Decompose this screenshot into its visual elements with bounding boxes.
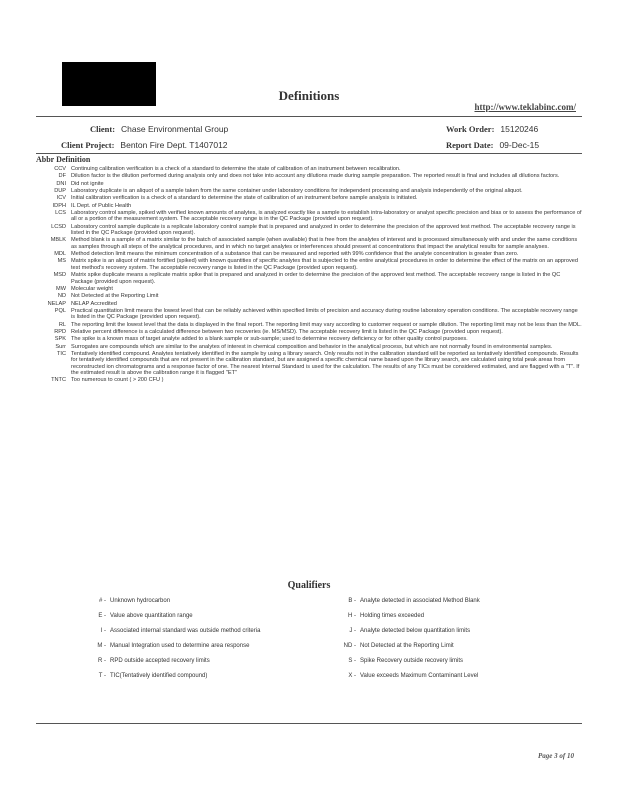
qualifiers-left-column bbox=[70, 596, 310, 686]
definition-abbr: NELAP bbox=[47, 300, 66, 307]
qualifier-row bbox=[320, 611, 582, 626]
definition-abbr: DNI bbox=[56, 180, 66, 187]
report-date-line bbox=[446, 140, 539, 150]
qualifier-text: Value above quantitation range bbox=[110, 613, 193, 619]
definitions-divider bbox=[36, 153, 582, 154]
qualifier-text: Associated internal standard was outside method criteria bbox=[110, 628, 261, 634]
qualifier-text: Spike Recovery outside recovery limits bbox=[360, 658, 464, 664]
definition-abbr: DUP bbox=[54, 188, 66, 195]
header-divider bbox=[36, 116, 582, 117]
definition-row bbox=[36, 188, 582, 194]
definition-abbr: MS bbox=[57, 258, 66, 265]
work-order-value: 15120246 bbox=[500, 124, 539, 134]
footer-divider bbox=[36, 723, 582, 724]
qualifier-code: S - bbox=[348, 658, 356, 664]
definition-text: Tentatively identified compound. Analytes tentatively identified in the sample by using a library search. Only results not in the calibration standard will be reported as tentatively identified compounds. Results for tentatively identified compounds that are not present in the calibration standard, but are assigned a specific chemical name based upon the library search, are calculated using total peak areas from reconstructed ion chromatograms and a response factor of one. The nearest Internal Standard is used for the calculation. The results of any TICs must be considered estimated, and are flagged with a "T". If the estimated result is above the calibration range it is flagged "ET" bbox=[71, 350, 580, 376]
definition-row bbox=[36, 173, 582, 179]
definition-abbr: IDPH bbox=[52, 202, 66, 209]
qualifier-row bbox=[70, 611, 310, 626]
qualifier-text: Analyte detected below quantitation limits bbox=[360, 628, 471, 634]
definition-text: The reporting limit the lowest level that the data is displayed in the final report. The reporting limit may vary according to customer request or sample dilution. The reporting limit may not be less than the MDL. bbox=[71, 321, 582, 328]
definition-text: The spike is a known mass of target analyte added to a blank sample or sub-sample; used to determine recovery deficiency or for other quality control purposes. bbox=[71, 336, 468, 343]
qualifier-code: H - bbox=[348, 613, 356, 619]
definition-row bbox=[36, 336, 582, 342]
qualifier-code: J - bbox=[349, 628, 356, 634]
qualifier-text: Value exceeds Maximum Contaminant Level bbox=[360, 673, 479, 679]
definition-row bbox=[36, 181, 582, 187]
qualifiers-right-column bbox=[320, 596, 582, 686]
qualifier-row bbox=[320, 596, 582, 611]
qualifier-text: Not Detected at the Reporting Limit bbox=[360, 643, 454, 649]
definition-text: Too numerous to count ( > 200 CFU ) bbox=[71, 377, 164, 384]
definition-row bbox=[36, 351, 582, 376]
page-title: Definitions bbox=[278, 88, 340, 103]
definition-text: Continuing calibration verification is a check of a standard to determine the state of calibration of an instrument between recalibration. bbox=[71, 166, 401, 172]
definition-abbr: MW bbox=[56, 285, 66, 292]
definition-text: Not Detected at the Reporting Limit bbox=[71, 293, 159, 300]
definition-row bbox=[36, 293, 582, 299]
definition-abbr: RPD bbox=[54, 328, 66, 335]
website-link[interactable]: http://www.teklabinc.com/ bbox=[474, 102, 576, 112]
definition-text: Practical quantitation limit means the lowest level that can be reliably achieved within specified limits of precision and accuracy during routine laboratory operation conditions. The acceptable recovery range is listed in the QC Package (provided upon request). bbox=[71, 307, 578, 321]
definition-abbr: ND bbox=[57, 293, 66, 300]
definition-row bbox=[36, 286, 582, 292]
definition-text: Surrogates are compounds which are similar to the analytes of interest in chemical composition and behavior in the analytical process, but which are not normally found in environmental samples. bbox=[71, 343, 553, 350]
qualifiers-title: Qualifiers bbox=[287, 580, 331, 591]
qualifier-code: # - bbox=[98, 598, 106, 604]
client-label: Client: bbox=[90, 124, 116, 134]
qualifier-code: M - bbox=[97, 643, 106, 649]
definition-abbr: TNTC bbox=[51, 377, 66, 384]
definition-text: Matrix spike duplicate means a replicate matrix spike that is prepared and analyzed in order to determine the precision of the approved test method. The acceptable recovery range is listed in the QC Package (provided upon request). bbox=[71, 272, 561, 285]
definition-text: Molecular weight bbox=[71, 285, 113, 292]
definition-row bbox=[36, 251, 582, 257]
definition-text: Matrix spike is an aliquot of matrix fortified (spiked) with known quantities of specific analytes that is subjected to the entire analytical procedures in order to determine the effect of the matrix on an approved test method's recovery system. The acceptable recovery range is listed in the QC Package (provided upon request). bbox=[71, 258, 579, 271]
work-order-label: Work Order: bbox=[446, 124, 495, 134]
client-line bbox=[90, 124, 228, 134]
client-value: Chase Environmental Group bbox=[121, 124, 229, 134]
report-date-label: Report Date: bbox=[446, 140, 494, 150]
definition-abbr: DF bbox=[58, 173, 66, 180]
definition-abbr: LCS bbox=[55, 210, 66, 217]
project-line bbox=[61, 140, 228, 150]
definition-abbr: SPK bbox=[54, 336, 66, 343]
definition-abbr: CCV bbox=[54, 166, 66, 172]
definition-row bbox=[36, 377, 582, 383]
definition-abbr: PQL bbox=[54, 307, 66, 314]
report-date-value: 09-Dec-15 bbox=[499, 140, 540, 150]
qualifier-text: Holding times exceeded bbox=[360, 613, 425, 619]
qualifier-text: Unknown hydrocarbon bbox=[110, 598, 171, 604]
definition-abbr: ICV bbox=[56, 195, 66, 202]
definition-row bbox=[36, 344, 582, 350]
project-label: Client Project: bbox=[61, 140, 115, 150]
definitions-list bbox=[36, 166, 582, 385]
definition-text: Method blank is a sample of a matrix similar to the batch of associated sample (when available) that is free from the analytes of interest and is processed simultaneously with and under the same conditions as samples through all steps of the analytical procedures, and in which no target analytes or interferences should present at concentrations that impact the analytical results for sample analyses. bbox=[71, 237, 578, 250]
definition-row bbox=[36, 224, 582, 237]
definition-abbr: MDL bbox=[54, 251, 66, 258]
qualifier-row bbox=[320, 641, 582, 656]
qualifier-row bbox=[70, 626, 310, 641]
qualifier-text: TIC(Tentatively identified compound) bbox=[110, 673, 208, 679]
definition-text: Relative percent difference is a calculated difference between two recoveries (ie. MS/MSD). The acceptable recovery limit is listed in the QC Package (provided upon request). bbox=[71, 328, 503, 335]
definition-row bbox=[36, 203, 582, 209]
definition-row bbox=[36, 301, 582, 307]
definition-row bbox=[36, 272, 582, 285]
definition-text: NELAP Accredited bbox=[71, 300, 117, 307]
definition-text: Method detection limit means the minimum concentration of a substance that can be measured and reported with 99% confidence that the analyte concentration is greater than zero. bbox=[71, 251, 519, 258]
definition-row bbox=[36, 195, 582, 201]
definition-text: Laboratory duplicate is an aliquot of a sample taken from the same container under laboratory conditions for independent processing and analysis independently of the original aliquot. bbox=[71, 188, 523, 195]
definition-row bbox=[36, 258, 582, 271]
qualifier-row bbox=[320, 626, 582, 641]
page-number: Page 3 of 10 bbox=[538, 752, 574, 760]
project-value: Benton Fire Dept. T1407012 bbox=[120, 140, 228, 150]
definition-text: Laboratory control sample, spiked with verified known amounts of analytes, is analyzed exactly like a sample to establish intra-laboratory or analyst specific precision and bias or to assess the performance of all or a portion of the measurement system. The acceptable recovery range is in the QC Package (provided upon request). bbox=[71, 210, 582, 223]
qualifier-row bbox=[70, 596, 310, 611]
qualifier-code: E - bbox=[98, 613, 106, 619]
definition-text: Dilution factor is the dilution performed during analysis only and does not take into account any dilutions made during sample preparation. The reported result is final and includes all dilutions factors. bbox=[71, 173, 560, 180]
qualifier-code: R - bbox=[98, 658, 106, 664]
definition-text: Initial calibration verification is a check of a standard to determine the state of calibration of an instrument before sample analysis is initiated. bbox=[71, 195, 418, 202]
definition-abbr: MSD bbox=[53, 272, 66, 279]
definitions-header: Abbr Definition bbox=[36, 155, 91, 164]
definition-row bbox=[36, 322, 582, 328]
definition-text: Did not ignite bbox=[71, 180, 104, 187]
definition-abbr: RL bbox=[58, 321, 66, 328]
qualifier-text: Analyte detected in associated Method Blank bbox=[360, 598, 480, 604]
qualifier-text: Manual Integration used to determine area response bbox=[110, 643, 250, 649]
qualifier-text: RPD outside accepted recovery limits bbox=[110, 658, 210, 664]
qualifier-code: T - bbox=[98, 673, 106, 679]
definition-abbr: TIC bbox=[56, 350, 66, 357]
definition-row bbox=[36, 166, 582, 172]
qualifier-row bbox=[320, 671, 582, 686]
qualifier-row bbox=[320, 656, 582, 671]
qualifier-row bbox=[70, 656, 310, 671]
work-order-line bbox=[446, 124, 538, 134]
definition-abbr: MBLK bbox=[50, 237, 66, 244]
qualifier-code: X - bbox=[348, 673, 356, 679]
definition-abbr: LCSD bbox=[51, 223, 66, 230]
definition-row bbox=[36, 237, 582, 250]
qualifier-row bbox=[70, 671, 310, 686]
definition-row bbox=[36, 329, 582, 335]
qualifier-code: ND - bbox=[343, 643, 356, 649]
definition-row bbox=[36, 308, 582, 321]
definition-row bbox=[36, 210, 582, 223]
qualifier-code: B - bbox=[348, 598, 356, 604]
qualifier-code: I - bbox=[100, 628, 106, 634]
qualifier-row bbox=[70, 641, 310, 656]
definition-abbr: Surr bbox=[55, 343, 66, 350]
definition-text: Laboratory control sample duplicate is a replicate laboratory control sample that is prepared and analyzed in order to determine the precision of the approved test method. The acceptable recovery range is listed in the QC Package (provided upon request). bbox=[71, 223, 576, 237]
definition-text: IL Dept. of Public Health bbox=[71, 202, 132, 209]
